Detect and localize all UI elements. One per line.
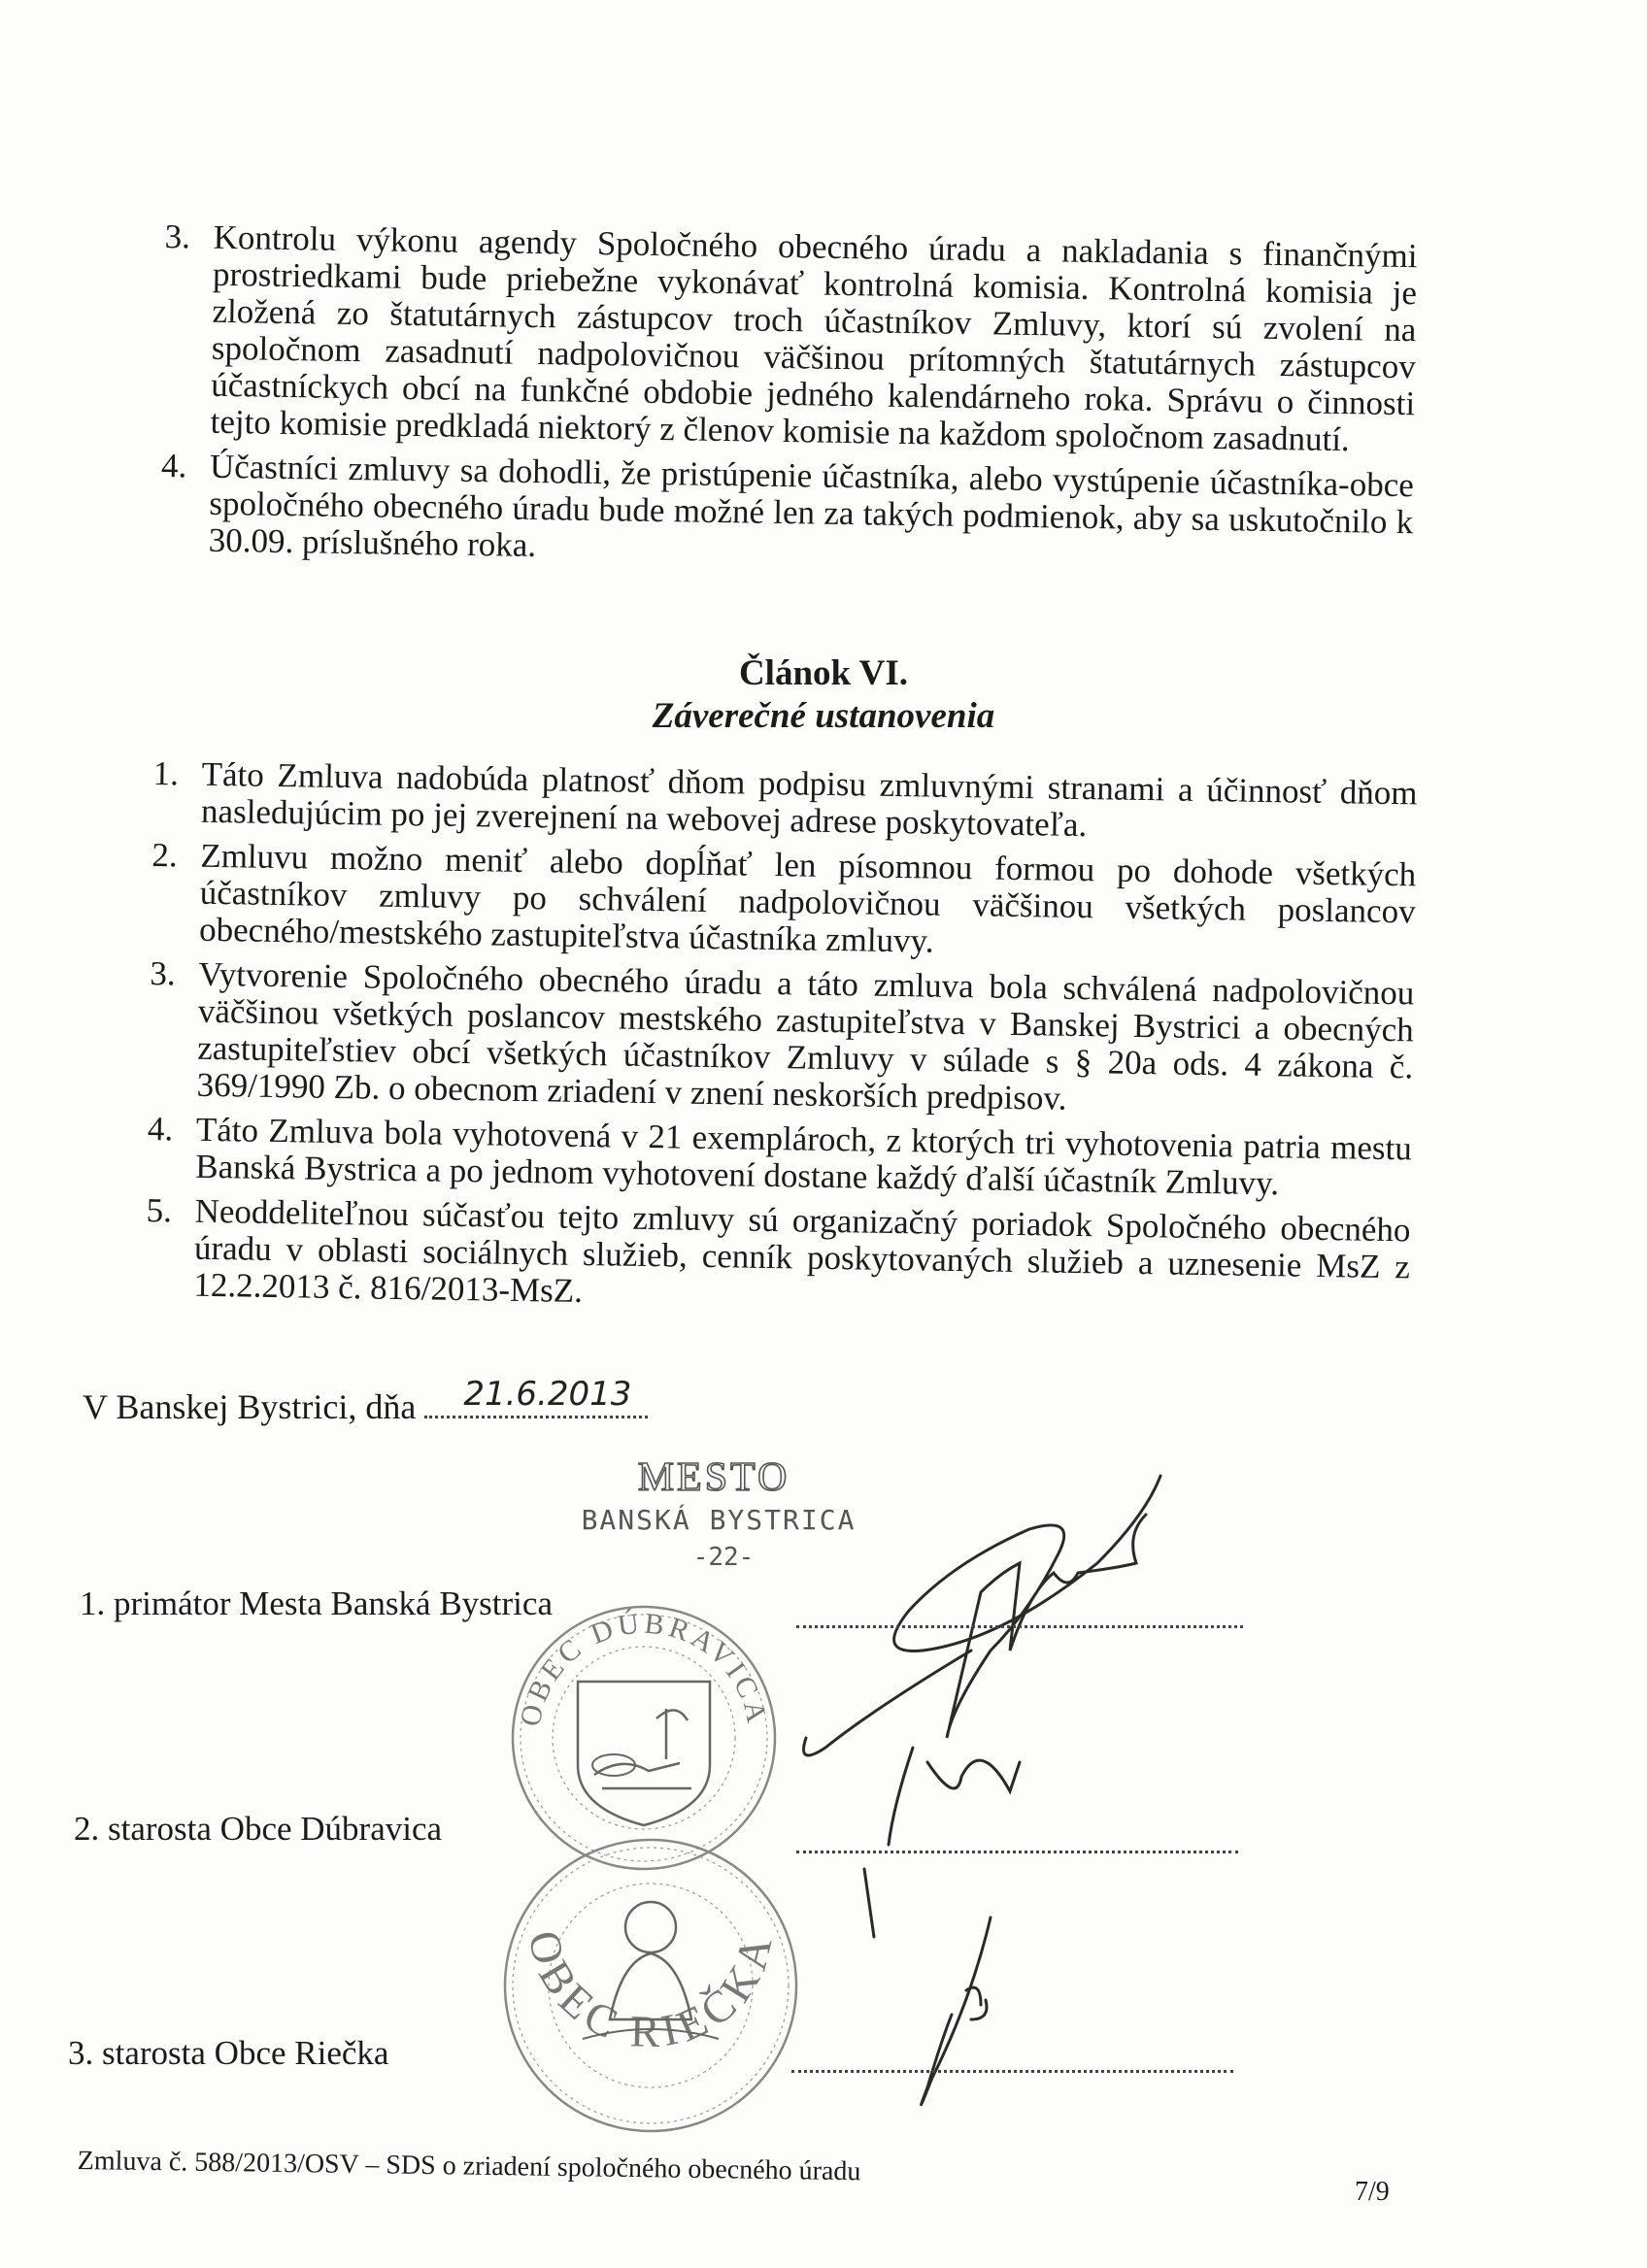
signature-line-3 xyxy=(791,2068,1233,2073)
signatures xyxy=(804,1476,1161,2105)
item-text: Vytvorenie Spoločného obecného úradu a táto zmluva bola schválená nadpolovičnou väčšinou všetkých poslancov mestského zastupiteľstva v Banskej Bystrici a obecných zastupiteľstiev obcí všetkých účastníkov Zmluvy v súlade s § 20a ods. 4 zákona č. 369/1990 Zb. o obecnom zriadení v znení neskorších predpisov. xyxy=(196,954,1415,1117)
item-text: Táto Zmluva nadobúda platnosť dňom podpisu zmluvnými stranami a účinnosť dňom nasledujúcim po jej zverejnení na webovej adrese poskytovateľa. xyxy=(200,754,1418,845)
item-number: 4. xyxy=(160,446,187,485)
footer-contract: Zmluva č. 588/2013/OSV – SDS o zriadení spoločného obecného úradu xyxy=(77,2146,861,2187)
item-number: 1. xyxy=(152,754,180,793)
stamp-line-3: -22- xyxy=(692,1543,755,1572)
signatory-3: 3. starosta Obce Riečka xyxy=(68,2034,389,2072)
stamp-line-2: BANSKÁ BYSTRICA xyxy=(581,1504,857,1536)
signature-line-2 xyxy=(796,1849,1238,1853)
shield-icon xyxy=(578,1682,710,1825)
signatory-2: 2. starosta Obce Dúbravica xyxy=(74,1810,443,1848)
seal-riecka xyxy=(505,1840,796,2131)
handwritten-date: 21.6.2013 xyxy=(463,1375,632,1414)
item-number: 2. xyxy=(151,835,178,875)
item-text: Účastníci zmluvy sa dohodli, že pristúpenie účastníka, alebo vystúpenie účastníka-obce spoločného obecného úradu bude možné len za takých podmienok, aby sa uskutočnilo k 30.09. príslušného roka. xyxy=(208,447,1415,565)
page-number: 7/9 xyxy=(1355,2177,1390,2207)
seal-riecka-text: OBEC RIEČKA xyxy=(519,1925,783,2057)
item-text: Táto Zmluva bola vyhotovená v 21 exemplároch, z ktorých tri vyhotovenia patria mestu Banská Bystrica a po jednom vyhotovení dostane každý ďalší účastník Zmluvy. xyxy=(195,1110,1413,1203)
item-number: 3. xyxy=(150,953,177,993)
item-number: 5. xyxy=(146,1190,173,1230)
stamp-line-1: MESTO xyxy=(637,1455,790,1500)
item-number: 4. xyxy=(147,1109,174,1149)
item-number: 3. xyxy=(164,217,191,256)
seal-dubravica xyxy=(513,1607,775,1869)
signatory-1: 1. primátor Mesta Banská Bystrica xyxy=(80,1584,553,1622)
article-title: Záverečné ustanovenia xyxy=(652,696,995,736)
article-number: Článok VI. xyxy=(738,653,909,693)
city-stamp xyxy=(582,1455,857,1572)
item-text: Kontrolu výkonu agendy Spoločného obecného úradu a nakladania s finančnými prostriedkami bude priebežne vykonávať kontrolná komisia. Kontrolná komisia je zložená zo štatutárnych zástupcov troch účastníkov Zmluvy, ktorí sú zvolení na spoločnom zasadnutí nadpolovičnou väčšinou prítomných štatutárnych zástupcov účastníckych obcí na funkčné obdobie jedného kalendárneho roka. Správu o činnosti tejto komisie predkladá niektorý z členov komisie na každom spoločnom zasadnutí. xyxy=(210,217,1418,459)
seal-dubravica-text: OBEC DÚBRAVICA xyxy=(514,1607,774,1729)
signature-line-1 xyxy=(796,1623,1243,1628)
item-text: Zmluvu možno meniť alebo dopĺňať len písomnou formou po dohode všetkých účastníkov zmluvy po schválení nadpolovičnou väčšinou všetkých poslancov obecného/mestského zastupiteľstva účastníka zmluvy. xyxy=(198,836,1417,960)
place-label: V Banskej Bystrici, dňa xyxy=(83,1387,417,1426)
item-text: Neoddeliteľnou súčasťou tejto zmluvy sú organizačný poriadok Spoločného obecného úradu v oblasti sociálnych služieb, cenník poskytovaných služieb a uznesenie MsZ z 12.2.2013 č. 816/2013-MsZ. xyxy=(193,1191,1411,1311)
